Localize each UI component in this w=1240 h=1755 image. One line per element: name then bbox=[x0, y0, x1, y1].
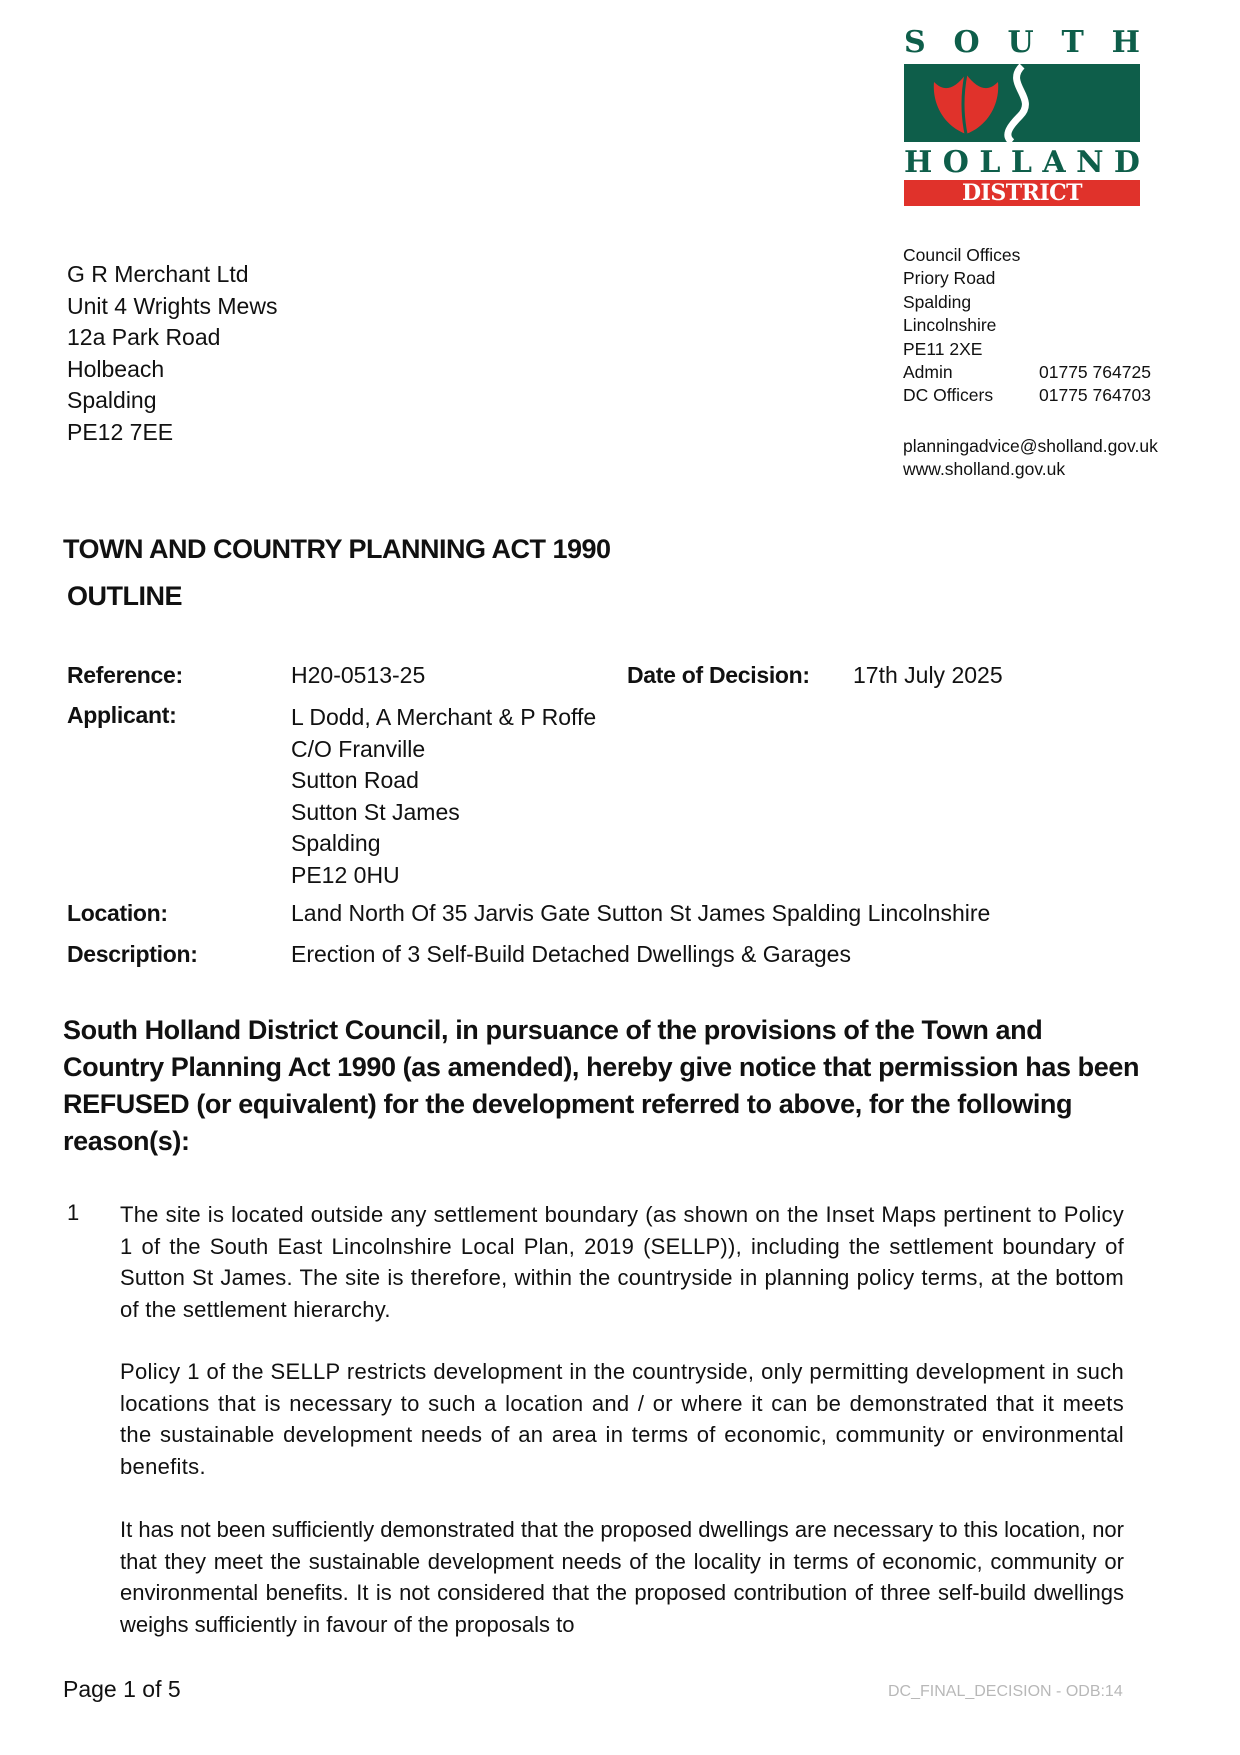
reason-paragraph: It has not been sufficiently demonstrated that the proposed dwellings are necessary to this location, nor that they meet the sustainable development needs of the locality in terms of economic, community or environmental benefits. It is not considered that the proposed contribution of three self-build dwellings weighs sufficiently in favour of the proposals to bbox=[120, 1517, 1124, 1637]
applicant-address bbox=[291, 702, 596, 891]
admin-phone: 01775 764725 bbox=[1039, 362, 1151, 383]
location-value: Land North Of 35 Jarvis Gate Sutton St James Spalding Lincolnshire bbox=[291, 900, 991, 926]
recipient-address bbox=[67, 259, 277, 448]
location-label: Location: bbox=[67, 900, 168, 926]
council-office-details bbox=[903, 244, 1158, 482]
admin-label: Admin bbox=[903, 362, 953, 383]
office-line: Spalding bbox=[903, 291, 972, 312]
website-link[interactable]: www.sholland.gov.uk bbox=[903, 459, 1066, 480]
council-logo bbox=[904, 25, 1140, 232]
description-label: Description: bbox=[67, 941, 198, 967]
applicant-line: Spalding bbox=[291, 830, 381, 856]
logo-letter: U bbox=[1007, 25, 1034, 60]
logo-letter: O bbox=[953, 25, 980, 60]
address-line: Holbeach bbox=[67, 355, 165, 382]
logo-letter: D bbox=[1113, 145, 1140, 180]
address-line: 12a Park Road bbox=[67, 324, 221, 350]
date-label: Date of Decision: bbox=[627, 662, 810, 688]
address-line: Spalding bbox=[67, 387, 157, 413]
logo-tulip-band bbox=[904, 64, 1140, 142]
applicant-label: Applicant: bbox=[67, 702, 177, 728]
applicant-line: Sutton Road bbox=[291, 767, 419, 793]
office-line: Priory Road bbox=[903, 268, 996, 289]
logo-word-south bbox=[904, 25, 1140, 60]
page-number: Page 1 of 5 bbox=[63, 1676, 181, 1702]
office-line: PE11 2XE bbox=[903, 338, 983, 359]
address-line: PE12 7EE bbox=[67, 418, 174, 445]
admin-phone-row bbox=[903, 361, 1158, 384]
reason-paragraph: The site is located outside any settlement boundary (as shown on the Inset Maps pertinent to Policy 1 of the South East Lincolnshire Local Plan, 2019 (SELLP)), including the settlement boundary of Sutton St James. The site is therefore, within the countryside in planning policy terms, at the bottom of the settlement hierarchy. bbox=[120, 1202, 1124, 1322]
applicant-line: L Dodd, A Merchant & P Roffe bbox=[291, 704, 597, 730]
logo-letter: O bbox=[942, 145, 969, 180]
logo-letter: A bbox=[1042, 145, 1066, 180]
reason-number: 1 bbox=[67, 1200, 80, 1225]
logo-letter: N bbox=[1076, 145, 1104, 180]
logo-letter: T bbox=[1061, 25, 1084, 60]
logo-letter: H bbox=[904, 145, 933, 180]
reference-label: Reference: bbox=[67, 662, 183, 688]
office-line: Lincolnshire bbox=[903, 315, 997, 336]
address-line: G R Merchant Ltd bbox=[67, 261, 249, 287]
logo-letter: L bbox=[979, 145, 1001, 180]
date-value: 17th July 2025 bbox=[853, 662, 1003, 688]
dc-phone: 01775 764703 bbox=[1039, 385, 1151, 406]
dc-phone-row bbox=[903, 384, 1158, 407]
logo-word-holland bbox=[904, 145, 1140, 180]
logo-letter: H bbox=[1111, 25, 1140, 60]
address-line: Unit 4 Wrights Mews bbox=[67, 292, 278, 319]
document-code: DC_FINAL_DECISION - ODB:14 bbox=[888, 1683, 1123, 1700]
act-heading: TOWN AND COUNTRY PLANNING ACT 1990 bbox=[63, 534, 611, 564]
applicant-line: C/O Franville bbox=[291, 735, 426, 762]
refusal-notice: South Holland District Council, in pursuance of the provisions of the Town and Country Planning Act 1990 (as amended), hereby give notice that permission has been REFUSED (or equivalent) for the development referred to above, for the following reason(s): bbox=[63, 1015, 1140, 1156]
dc-label: DC Officers bbox=[903, 385, 994, 406]
logo-district-council: DISTRICT COUNCIL bbox=[904, 180, 1140, 206]
applicant-line: PE12 0HU bbox=[291, 861, 400, 888]
reason-paragraph: Policy 1 of the SELLP restricts development in the countryside, only permitting development in such locations that is necessary to such a location and / or where it can be demonstrated that it meets the sustainable development needs of an area in terms of economic, community or environmental benefits. bbox=[120, 1359, 1124, 1479]
tulip-icon bbox=[904, 64, 1140, 142]
logo-letter: L bbox=[1010, 145, 1032, 180]
application-type-heading: OUTLINE bbox=[67, 581, 182, 611]
office-line: Council Offices bbox=[903, 245, 1021, 265]
description-value: Erection of 3 Self-Build Detached Dwellings & Garages bbox=[291, 941, 851, 967]
reference-value: H20-0513-25 bbox=[291, 662, 426, 688]
logo-letter: S bbox=[904, 25, 926, 60]
applicant-line: Sutton St James bbox=[291, 798, 460, 825]
email-link[interactable]: planningadvice@sholland.gov.uk bbox=[903, 435, 1158, 456]
